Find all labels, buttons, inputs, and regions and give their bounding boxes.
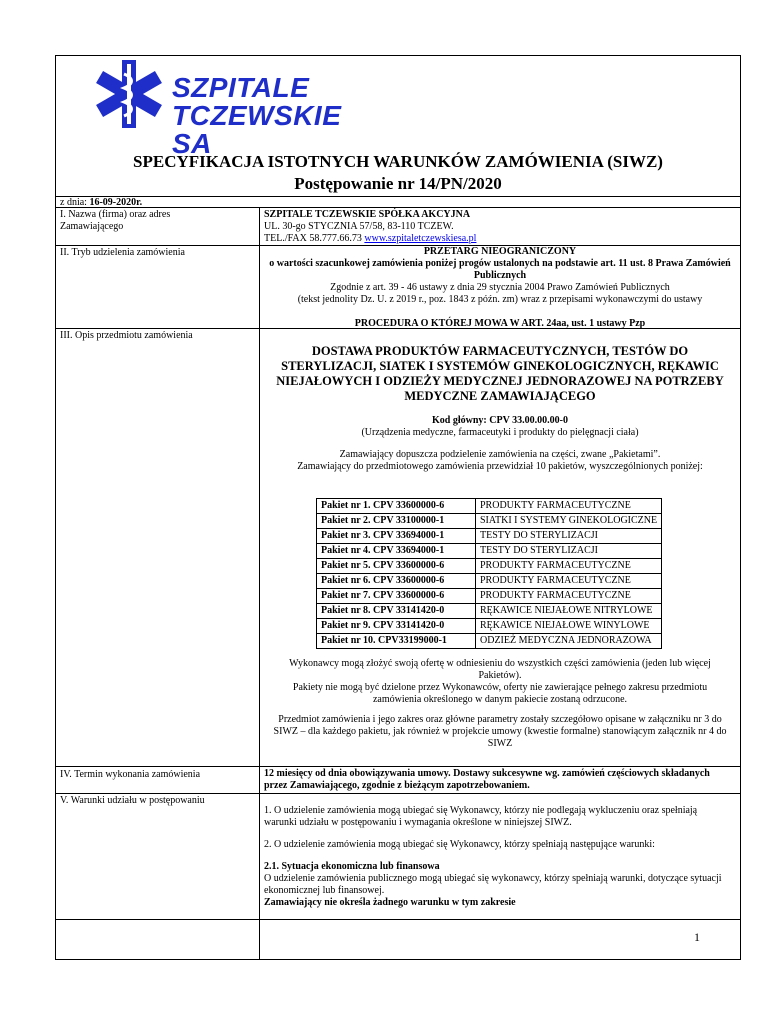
company-phone-line: TEL./FAX 58.777.66.73 www.szpitaletczewskiesa.pl (264, 233, 477, 244)
company-address: UL. 30-go STYCZNIA 57/58, 83-110 TCZEW. (264, 221, 454, 232)
package-code: Pakiet nr 4. CPV 33694000-1 (317, 544, 476, 559)
table-row (317, 634, 662, 649)
main-cpv-code: Kod główny: CPV 33.00.00.00-0 (432, 415, 568, 426)
package-code: Pakiet nr 8. CPV 33141420-0 (317, 604, 476, 619)
divider (56, 793, 740, 794)
date-prefix: z dnia: (60, 197, 87, 208)
section5-label: V. Warunki udziału w postępowaniu (60, 795, 205, 806)
section1-label: I. Nazwa (firma) oraz adres Zamawiającego (60, 209, 171, 232)
divider (56, 196, 740, 197)
divider (56, 328, 740, 329)
date-value: 16-09-2020r. (89, 197, 143, 208)
page-number: 1 (694, 930, 700, 944)
section3-label: III. Opis przedmiotu zamówienia (60, 330, 193, 341)
divider (56, 919, 740, 920)
procedure-article: PROCEDURA O KTÓREJ MOWA W ART. 24aa, ust. 1 ustawy Pzp (354, 318, 646, 329)
logo-text-line1: SZPITALE (172, 72, 310, 103)
table-row (317, 544, 662, 559)
divider (56, 207, 740, 208)
section4-label: IV. Termin wykonania zamówienia (60, 769, 201, 780)
logo-text-line2: TCZEWSKIE SA (172, 100, 342, 159)
document-title (56, 151, 740, 195)
package-code: Pakiet nr 10. CPV33199000-1 (317, 634, 476, 649)
package-code: Pakiet nr 5. CPV 33600000-6 (317, 559, 476, 574)
section2-content: PRZETARG NIEOGRANICZONY o wartości szacunkowej zamówienia poniżej progów ustalonych na podstawie art. 11 ust. 8 Prawa Zamówień Publicznych Zgodnie z art. 39 - 46 ustawy z dnia 29 stycznia 2004 Prawo Zamówień Publicznych (tekst jednolity Dz. U. z 2019 r., poz. 1843 z późn. zm) wraz z przepisami wykonawczymi do ustawy PROCEDURA O KTÓREJ MOWA W ART. 24aa, ust. 1 ustawy Pzp (264, 246, 736, 330)
table-row (317, 559, 662, 574)
packages-table (316, 498, 662, 649)
logo (90, 56, 342, 159)
section1-content (264, 209, 736, 245)
star-of-life-icon (90, 56, 168, 132)
package-code: Pakiet nr 3. CPV 33694000-1 (317, 529, 476, 544)
procedure-mode: PRZETARG NIEOGRANICZONY (423, 246, 577, 257)
section3-offer-text: Wykonawcy mogą złożyć swoją ofertę w odniesieniu do wszystkich części zamówienia (jeden lub więcej Pakietów). Pakiety nie mogą być dzielone przez Wykonawców, oferty nie zawierające pełnego zakresu przedmiotu zamówienia określonego w danym pakiecie zostaną odrzucone. Przedmiot zamówienia i jego zakres oraz główne parametry zostały szczegółowo opisane w załączniku nr 3 do SIWZ – dla każdego pakietu, jak również w projekcie umowy (kwestie formalne) stanowiącym załącznik nr 4 do SIWZ (273, 658, 727, 749)
section2-label: II. Tryb udzielenia zamówienia (60, 247, 185, 258)
column-divider (259, 207, 260, 959)
package-code: Pakiet nr 1. CPV 33600000-6 (317, 499, 476, 514)
package-code: Pakiet nr 7. CPV 33600000-6 (317, 589, 476, 604)
package-name: RĘKAWICE NIEJAŁOWE WINYLOWE (476, 619, 662, 634)
table-row (317, 514, 662, 529)
package-name: TESTY DO STERYLIZACJI (476, 544, 662, 559)
divider (56, 766, 740, 767)
main-cpv-description: (Urządzenia medyczne, farmaceutyki i produkty do pielęgnacji ciała) (361, 427, 639, 438)
table-row (317, 619, 662, 634)
document-page (55, 55, 741, 960)
package-name: PRODUKTY FARMACEUTYCZNE (476, 574, 662, 589)
package-code: Pakiet nr 6. CPV 33600000-6 (317, 574, 476, 589)
package-name: ODZIEŻ MEDYCZNA JEDNORAZOWA (476, 634, 662, 649)
package-name: SIATKI I SYSTEMY GINEKOLOGICZNE (476, 514, 662, 529)
section5-content: 1. O udzielenie zamówienia mogą ubiegać się Wykonawcy, którzy nie podlegają wykluczeniu oraz spełniają warunki udziału w postępowaniu i wymagania określone w niniejszej SIWZ. 2. O udzielenie zamówienia mogą ubiegać się Wykonawcy, którzy spełniają następujące warunki: 2.1. Sytuacja ekonomiczna lub finansowa O udzielenie zamówienia publicznego mogą ubiegać się wykonawcy, którzy spełniają warunki, dotyczące sytuacji ekonomicznej lub finansowej. Zamawiający nie określa żadnego warunku w tym zakresie (264, 805, 736, 909)
table-row (317, 604, 662, 619)
title-line1: SPECYFIKACJA ISTOTNYCH WARUNKÓW ZAMÓWIENIA (SIWZ) (133, 152, 663, 171)
table-row (317, 574, 662, 589)
company-name: SZPITALE TCZEWSKIE SPÓŁKA AKCYJNA (264, 209, 471, 220)
package-name: PRODUKTY FARMACEUTYCZNE (476, 589, 662, 604)
table-row (317, 499, 662, 514)
title-line2: Postępowanie nr 14/PN/2020 (294, 174, 502, 193)
package-name: TESTY DO STERYLIZACJI (476, 529, 662, 544)
package-code: Pakiet nr 2. CPV 33100000-1 (317, 514, 476, 529)
section4-content: 12 miesięcy od dnia obowiązywania umowy. Dostawy sukcesywne wg. zamówień częściowych składanych przez Zamawiającego, zgodnie z bieżącym zapotrzebowaniem. (264, 768, 710, 791)
package-code: Pakiet nr 9. CPV 33141420-0 (317, 619, 476, 634)
package-name: RĘKAWICE NIEJAŁOWE NITRYLOWE (476, 604, 662, 619)
section3-content: DOSTAWA PRODUKTÓW FARMACEUTYCZNYCH, TESTÓW DO STERYLIZACJI, SIATEK I SYSTEMÓW GINEKOLOGICZNYCH, RĘKAWIC NIEJAŁOWYCH I ODZIEŻY MEDYCZNEJ JEDNORAZOWEJ NA POTRZEBY MEDYCZNE ZAMAWIAJĄCEGO Kod główny: CPV 33.00.00.00-0 (Urządzenia medyczne, farmaceutyki i produkty do pielęgnacji ciała) Zamawiający dopuszcza podzielenie zamówienia na części, zwane „Pakietami”. Zamawiający do przedmiotowego zamówienia przewidział 10 pakietów, wyszczególnionych poniżej: (264, 344, 736, 473)
subject-title: DOSTAWA PRODUKTÓW FARMACEUTYCZNYCH, TESTÓW DO STERYLIZACJI, SIATEK I SYSTEMÓW GINEKOLOGICZNYCH, RĘKAWIC NIEJAŁOWYCH I ODZIEŻY MEDYCZNEJ JEDNORAZOWEJ NA POTRZEBY MEDYCZNE ZAMAWIAJĄCEGO (276, 344, 724, 403)
table-row (317, 589, 662, 604)
table-row (317, 529, 662, 544)
subsection-title: 2.1. Sytuacja ekonomiczna lub finansowa (264, 861, 440, 872)
package-name: PRODUKTY FARMACEUTYCZNE (476, 559, 662, 574)
package-name: PRODUKTY FARMACEUTYCZNE (476, 499, 662, 514)
website-link[interactable]: www.szpitaletczewskiesa.pl (364, 233, 477, 244)
